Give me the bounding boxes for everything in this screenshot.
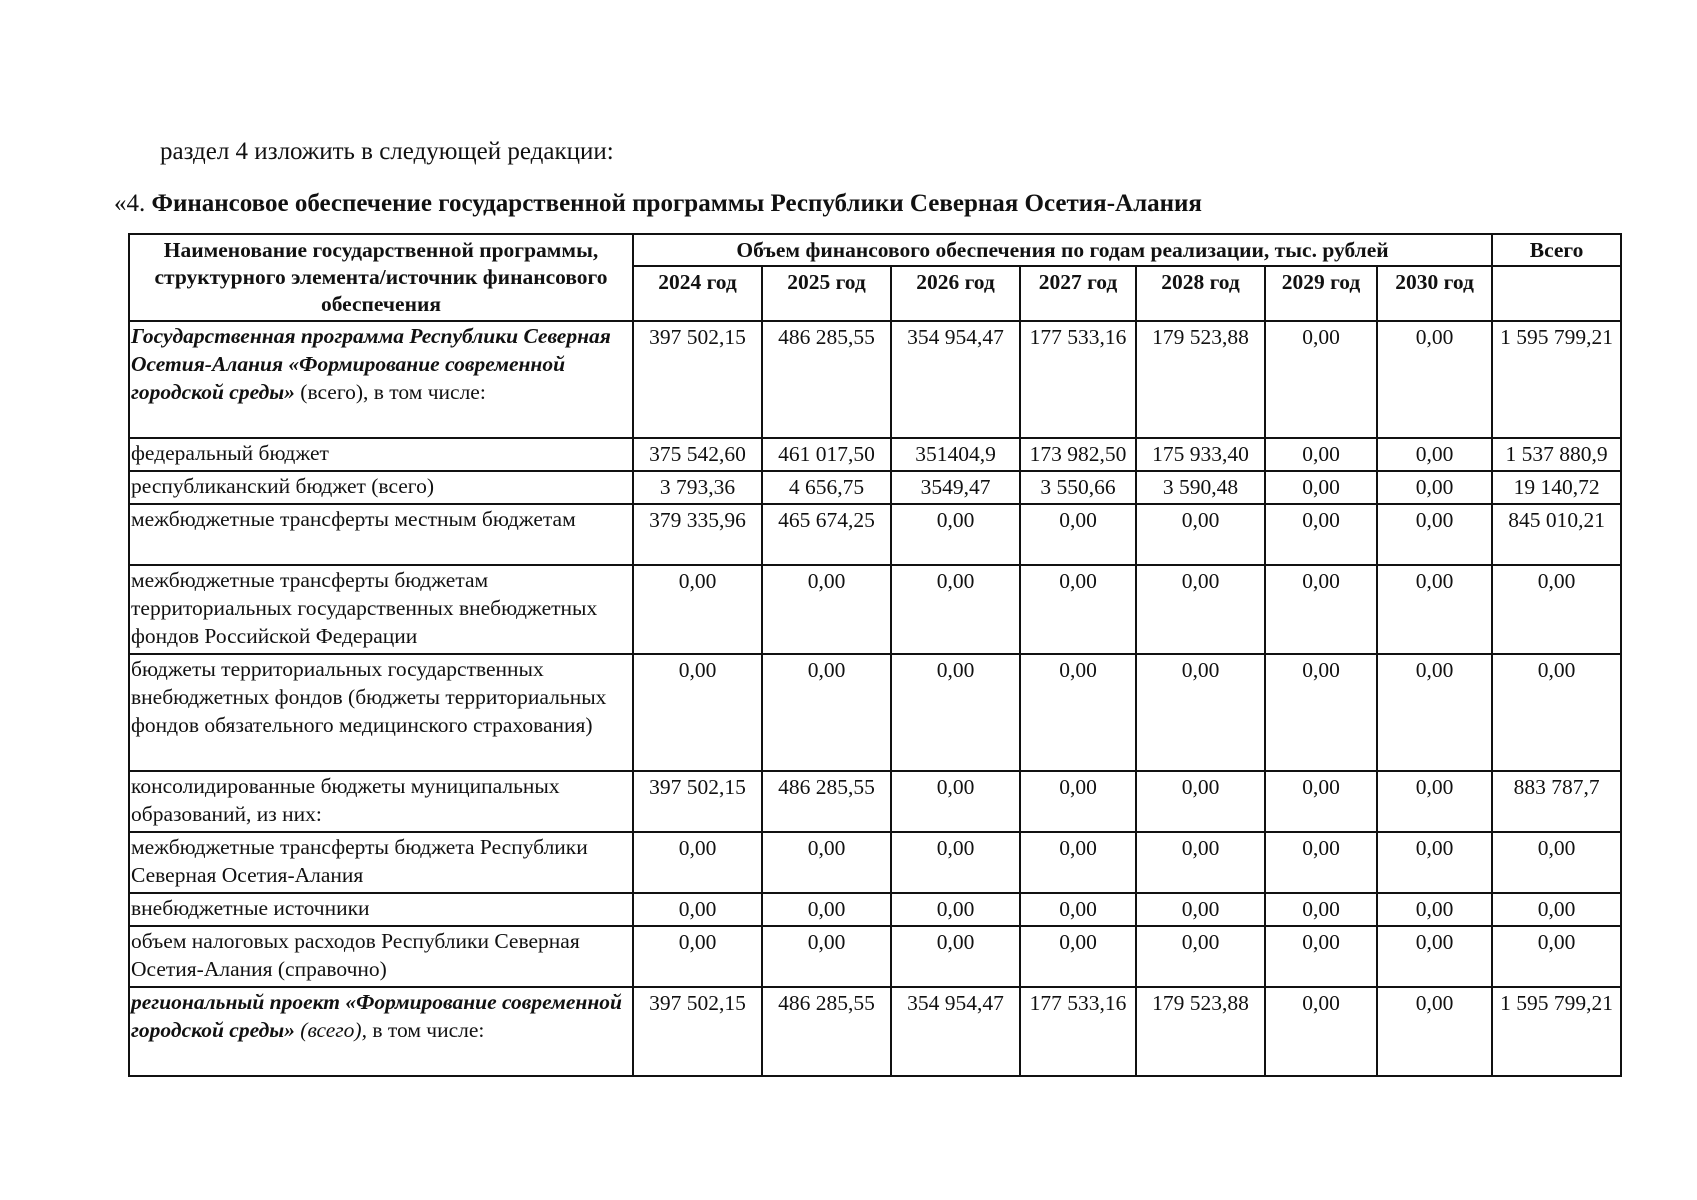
- cell-total: 1 595 799,21: [1492, 321, 1621, 438]
- cell-2028: 0,00: [1136, 654, 1265, 771]
- header-total-empty: [1492, 266, 1621, 321]
- row-label-main: Государственная программа Республики Северная Осетия-Алания «Формирование современной городской среды»: [131, 324, 611, 404]
- cell-2028: 0,00: [1136, 504, 1265, 565]
- table-row-territorial-funds: [129, 654, 1621, 771]
- cell-2029: 0,00: [1265, 438, 1377, 471]
- cell-2030: 0,00: [1377, 893, 1492, 926]
- cell-2025: 0,00: [762, 926, 891, 987]
- cell-2026: 0,00: [891, 893, 1020, 926]
- header-year-2027: 2027 год: [1020, 266, 1136, 321]
- row-label-main: региональный проект «Формирование современной городской среды»: [131, 990, 623, 1042]
- cell-2028: 0,00: [1136, 771, 1265, 832]
- cell-2029: 0,00: [1265, 504, 1377, 565]
- cell-2026: 0,00: [891, 771, 1020, 832]
- cell-2030: 0,00: [1377, 565, 1492, 654]
- cell-2025: 461 017,50: [762, 438, 891, 471]
- cell-2029: 0,00: [1265, 893, 1377, 926]
- cell-2028: 3 590,48: [1136, 471, 1265, 504]
- header-total-column: Всего: [1492, 234, 1621, 266]
- header-name-column: Наименование государственной программы, структурного элемента/источник финансового обеспечения: [129, 234, 633, 321]
- cell-2028: 179 523,88: [1136, 321, 1265, 438]
- cell-total: 0,00: [1492, 926, 1621, 987]
- cell-2030: 0,00: [1377, 321, 1492, 438]
- table-row-federal-budget: [129, 438, 1621, 471]
- cell-2024: 0,00: [633, 926, 762, 987]
- table-row-transfers-local: [129, 504, 1621, 565]
- row-label: [129, 987, 633, 1076]
- header-year-2029: 2029 год: [1265, 266, 1377, 321]
- cell-2025: 486 285,55: [762, 987, 891, 1076]
- financing-table: [128, 233, 1622, 1077]
- cell-2027: 0,00: [1020, 926, 1136, 987]
- cell-2024: 0,00: [633, 832, 762, 893]
- row-label: межбюджетные трансферты бюджета Республики Северная Осетия-Алания: [129, 832, 633, 893]
- table-row-transfers-republic: [129, 832, 1621, 893]
- cell-2026: 351404,9: [891, 438, 1020, 471]
- cell-2029: 0,00: [1265, 926, 1377, 987]
- cell-total: 0,00: [1492, 893, 1621, 926]
- row-label: республиканский бюджет (всего): [129, 471, 633, 504]
- cell-2026: 354 954,47: [891, 321, 1020, 438]
- table-row-transfers-funds: [129, 565, 1621, 654]
- cell-2025: 0,00: [762, 654, 891, 771]
- cell-2025: 486 285,55: [762, 771, 891, 832]
- intro-text: раздел 4 изложить в следующей редакции:: [160, 138, 614, 165]
- cell-2025: 0,00: [762, 893, 891, 926]
- cell-2030: 0,00: [1377, 654, 1492, 771]
- table-row-consolidated-municipal: [129, 771, 1621, 832]
- row-label: объем налоговых расходов Республики Северная Осетия-Алания (справочно): [129, 926, 633, 987]
- cell-2024: 0,00: [633, 893, 762, 926]
- cell-2024: 0,00: [633, 565, 762, 654]
- table-row-republican-budget: [129, 471, 1621, 504]
- cell-2027: 0,00: [1020, 565, 1136, 654]
- cell-2025: 0,00: [762, 832, 891, 893]
- cell-2026: 0,00: [891, 565, 1020, 654]
- cell-2027: 3 550,66: [1020, 471, 1136, 504]
- row-label: межбюджетные трансферты бюджетам территориальных государственных внебюджетных фондов Российской Федерации: [129, 565, 633, 654]
- cell-2030: 0,00: [1377, 471, 1492, 504]
- cell-2024: 397 502,15: [633, 987, 762, 1076]
- cell-2029: 0,00: [1265, 471, 1377, 504]
- table-row-tax-expenditures: [129, 926, 1621, 987]
- cell-2025: 0,00: [762, 565, 891, 654]
- cell-2024: 379 335,96: [633, 504, 762, 565]
- cell-2027: 0,00: [1020, 893, 1136, 926]
- cell-total: 845 010,21: [1492, 504, 1621, 565]
- cell-2029: 0,00: [1265, 987, 1377, 1076]
- cell-2030: 0,00: [1377, 771, 1492, 832]
- table-row-program-total: [129, 321, 1621, 438]
- cell-2026: 3549,47: [891, 471, 1020, 504]
- cell-2024: 397 502,15: [633, 771, 762, 832]
- section-heading: [114, 190, 1202, 218]
- cell-2024: 375 542,60: [633, 438, 762, 471]
- cell-2026: 0,00: [891, 926, 1020, 987]
- cell-2027: 173 982,50: [1020, 438, 1136, 471]
- cell-2028: 175 933,40: [1136, 438, 1265, 471]
- cell-2028: 179 523,88: [1136, 987, 1265, 1076]
- cell-2030: 0,00: [1377, 832, 1492, 893]
- cell-total: 0,00: [1492, 832, 1621, 893]
- cell-total: 19 140,72: [1492, 471, 1621, 504]
- cell-2029: 0,00: [1265, 654, 1377, 771]
- cell-2030: 0,00: [1377, 987, 1492, 1076]
- cell-2029: 0,00: [1265, 771, 1377, 832]
- cell-total: 0,00: [1492, 654, 1621, 771]
- cell-2026: 0,00: [891, 832, 1020, 893]
- cell-2029: 0,00: [1265, 565, 1377, 654]
- row-label-rest: в том числе:: [366, 1018, 485, 1042]
- section-heading-prefix: «4.: [114, 190, 152, 217]
- cell-2024: 0,00: [633, 654, 762, 771]
- cell-2030: 0,00: [1377, 438, 1492, 471]
- cell-2030: 0,00: [1377, 504, 1492, 565]
- cell-2024: 397 502,15: [633, 321, 762, 438]
- cell-2028: 0,00: [1136, 832, 1265, 893]
- row-label: внебюджетные источники: [129, 893, 633, 926]
- cell-2029: 0,00: [1265, 321, 1377, 438]
- cell-2026: 354 954,47: [891, 987, 1020, 1076]
- row-label: федеральный бюджет: [129, 438, 633, 471]
- row-label: бюджеты территориальных государственных внебюджетных фондов (бюджеты территориальных фондов обязательного медицинского страхования): [129, 654, 633, 771]
- cell-total: 1 595 799,21: [1492, 987, 1621, 1076]
- row-label: межбюджетные трансферты местным бюджетам: [129, 504, 633, 565]
- cell-total: 0,00: [1492, 565, 1621, 654]
- cell-2028: 0,00: [1136, 926, 1265, 987]
- row-label: консолидированные бюджеты муниципальных образований, из них:: [129, 771, 633, 832]
- row-label: [129, 321, 633, 438]
- cell-2025: 486 285,55: [762, 321, 891, 438]
- row-label-rest: (всего), в том числе:: [294, 380, 486, 404]
- cell-2029: 0,00: [1265, 832, 1377, 893]
- cell-2027: 177 533,16: [1020, 321, 1136, 438]
- header-year-2024: 2024 год: [633, 266, 762, 321]
- header-volume-group: Объем финансового обеспечения по годам реализации, тыс. рублей: [633, 234, 1492, 266]
- cell-2027: 0,00: [1020, 504, 1136, 565]
- header-year-2028: 2028 год: [1136, 266, 1265, 321]
- cell-2030: 0,00: [1377, 926, 1492, 987]
- header-year-2026: 2026 год: [891, 266, 1020, 321]
- cell-2027: 0,00: [1020, 771, 1136, 832]
- cell-2025: 4 656,75: [762, 471, 891, 504]
- cell-2026: 0,00: [891, 654, 1020, 771]
- cell-2028: 0,00: [1136, 893, 1265, 926]
- cell-total: 883 787,7: [1492, 771, 1621, 832]
- table-row-regional-project: [129, 987, 1621, 1076]
- cell-total: 1 537 880,9: [1492, 438, 1621, 471]
- row-label-italic: (всего),: [294, 1018, 367, 1042]
- cell-2024: 3 793,36: [633, 471, 762, 504]
- section-heading-title: Финансовое обеспечение государственной программы Республики Северная Осетия-Алания: [151, 190, 1202, 217]
- table-row-extrabudgetary: [129, 893, 1621, 926]
- header-year-2025: 2025 год: [762, 266, 891, 321]
- cell-2027: 0,00: [1020, 832, 1136, 893]
- cell-2028: 0,00: [1136, 565, 1265, 654]
- cell-2026: 0,00: [891, 504, 1020, 565]
- header-year-2030: 2030 год: [1377, 266, 1492, 321]
- cell-2027: 177 533,16: [1020, 987, 1136, 1076]
- cell-2025: 465 674,25: [762, 504, 891, 565]
- cell-2027: 0,00: [1020, 654, 1136, 771]
